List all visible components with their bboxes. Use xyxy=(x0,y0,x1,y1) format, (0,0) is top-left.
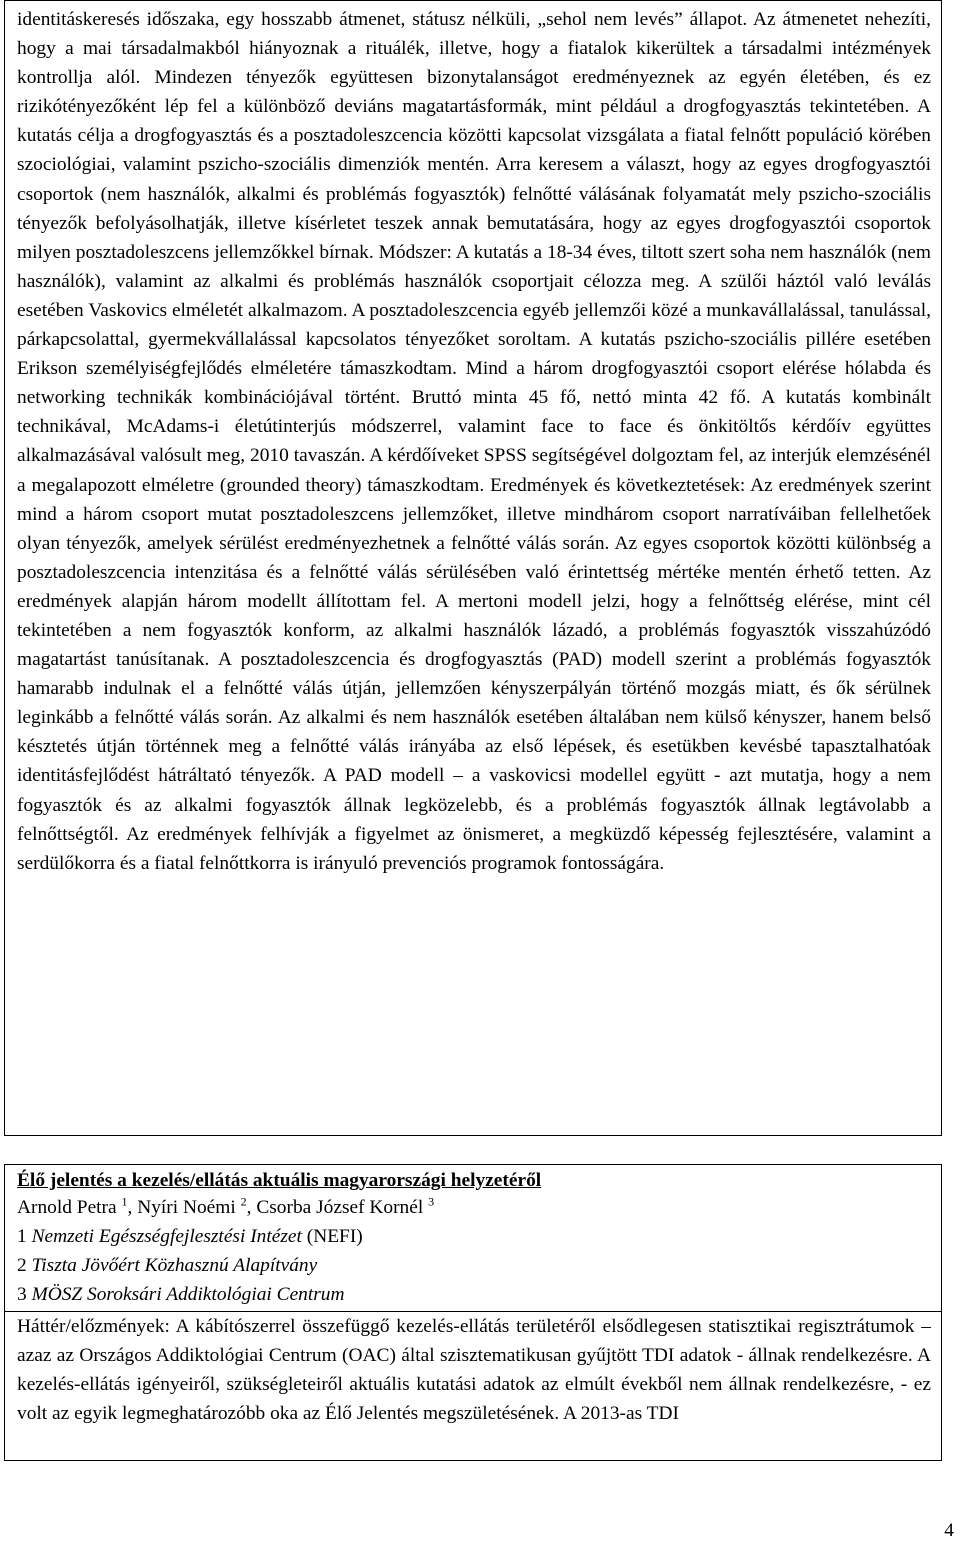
author-name: Arnold Petra xyxy=(17,1197,117,1218)
affiliation-name: MÖSZ Soroksári Addiktológiai Centrum xyxy=(31,1284,345,1305)
abstract-box-2 xyxy=(4,1164,942,1461)
affiliation-name: Tiszta Jövőért Közhasznú Alapítvány xyxy=(31,1255,318,1276)
abstract-text-1: identitáskeresés időszaka, egy hosszabb átmenet, státusz nélküli, „sehol nem levés” állapot. Az átmenetet nehezíti, hogy a mai társadalmakból hiányoznak a rituálék, illetve, hogy a fiatalok kikerültek a társadalmi intézmények kontrollja alól. Mindezen tényezők együttesen bizonytalanságot eredményeznek az egyén életében, és ez rizikótényezőként lép fel a különböző deviáns magatartásformák, mint például a drogfogyasztás tekintetében. A kutatás célja a drogfogyasztás és a posztadoleszcencia közötti kapcsolat vizsgálata a fiatal felnőtt populáció körében szociológiai, valamint pszicho-szociális dimenziók mentén. Arra keresem a választ, hogy az egyes drogfogyasztói csoportok (nem használók, alkalmi és problémás fogyasztók) felnőtté válásának folyamatát mely pszicho-szociális tényezők befolyásolhatják, illetve kísérletet teszek annak bemutatására, hogy az egyes drogfogyasztói csoportok milyen posztadoleszcens jellemzőkkel bírnak. Módszer: A kutatás a 18-34 éves, tiltott szert soha nem használók (nem használók), valamint az alkalmi és problémás használók csoportjait célozza meg. A szülői háztól való leválás esetében Vaskovics elméletét alkalmazom. A posztadoleszcencia egyéb jellemzői közé a munkavállalással, tanulással, párkapcsolattal, gyermekvállalással kapcsolatos tényezőket soroltam. A kutatás pszicho-szociális pillére esetében Erikson személyiségfejlődés elméletére támaszkodtam. Mind a három drogfogyasztói csoport elérése hólabda és networking technikák kombinációjával történt. Bruttó minta 45 fő, nettó minta 42 fő. A kutatás kombinált technikával, McAdams-i életútinterjús módszerrel, valamint face to face és önkitöltős kérdőív együttes alkalmazásával valósult meg, 2010 tavaszán. A kérdőíveket SPSS segítségével dolgoztam fel, az interjúk elemzésénél a megalapozott elméletre (grounded theory) támaszkodtam. Eredmények és következtetések: Az eredmények szerint mind a három csoport mutat posztadoleszcens jellemzőket, illetve mindhárom csoport narratíváiban fellelhetőek olyan tényezők, amelyek sérülést eredményezhetnek a felnőtté válás során. Az egyes csoportok közötti különbség a posztadoleszcencia intenzitása és a felnőtté válás sérülésében való érintettség mértéke mentén érhető tetten. Az eredmények alapján három modellt állítottam fel. A mertoni modell jelzi, hogy a felnőttség elérése, mint cél tekintetében a nem fogyasztók konform, az alkalmi használók lázadó, a problémás fogyasztók visszahúzódó magatartást tanúsítanak. A posztadoleszcencia és drogfogyasztás (PAD) modell szerint a problémás fogyasztók hamarabb indulnak el a felnőtté válás útján, jellemzően kényszerpályán történő mozgás miatt, és ők sérülnek leginkább a felnőtté válás során. Az alkalmi és nem használók esetében általában nem külső kényszer, hanem belső késztetés útján történnek meg a felnőtté válás irányába az első lépések, és esetükben kevésbé tapasztalhatóak identitásfejlődést hátráltató tényezők. A PAD modell – a vaskovicsi modellel együtt - azt mutatja, hogy a nem fogyasztók és az alkalmi fogyasztók állnak legközelebb, és a problémás fogyasztók állnak legtávolabb a felnőttségtől. Az eredmények felhívják a figyelmet az önismeret, a megküzdő képesség fejlesztésére, valamint a serdülőkorra és a fiatal felnőttkorra is irányuló prevenciós programok fontosságára. xyxy=(17,9,931,874)
author-affiliation-number: 1 xyxy=(121,1194,128,1209)
authors-line: Arnold Petra $^1$, Nyíri Noémi $^2$, Csorba József Kornél $^3$ xyxy=(17,1194,435,1218)
abstract-text-2: Háttér/előzmények: A kábítószerrel összefüggő kezelés-ellátás területéről elsődlegesen statisztikai regisztrátumok – azaz az Országos Addiktológiai Centrum (OAC) által szisztematikusan gyűjtött TDI adatok - állnak rendelkezésre. A kezelés-ellátás igényeiről, szükségleteiről aktuális kutatási adatok az elmúlt évekből nem állnak rendelkezésre, - ez volt az egyik legmeghatározóbb oka az Élő Jelentés megszületésének. A 2013-as TDI xyxy=(17,1316,931,1424)
affiliations xyxy=(17,1222,931,1309)
affiliation-number: 1 xyxy=(17,1226,27,1247)
affiliation-line xyxy=(17,1251,931,1280)
affiliation-number: 3 xyxy=(17,1284,27,1305)
author-name: Csorba József Kornél xyxy=(256,1197,424,1218)
affiliation-line xyxy=(17,1280,931,1309)
author-name: Nyíri Noémi xyxy=(137,1197,236,1218)
author-affiliation-number: 2 xyxy=(240,1194,247,1209)
affiliation-number: 2 xyxy=(17,1255,27,1276)
page-number: 4 xyxy=(944,1520,954,1541)
affiliation-name: Nemzeti Egészségfejlesztési Intézet xyxy=(31,1226,302,1247)
section-title: Élő jelentés a kezelés/ellátás aktuális magyarországi helyzetéről xyxy=(17,1170,542,1191)
abstract-box-1 xyxy=(4,0,942,1136)
affiliation-suffix: (NEFI) xyxy=(301,1226,363,1247)
affiliation-line xyxy=(17,1222,931,1251)
author-affiliation-number: 3 xyxy=(428,1194,435,1209)
